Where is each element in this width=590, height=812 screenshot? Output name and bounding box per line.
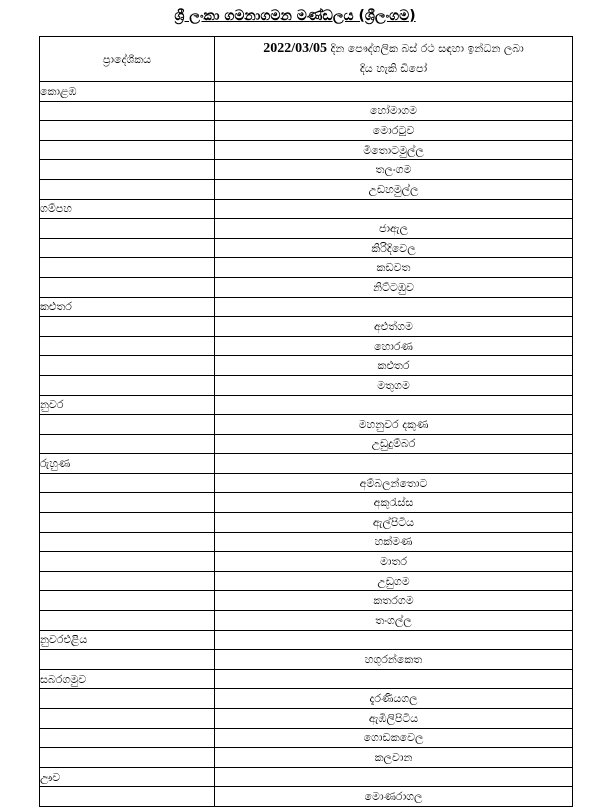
depot-name: උඩුදුම්බර xyxy=(215,434,573,454)
region-name: සබරගමුව xyxy=(40,669,215,689)
empty-cell xyxy=(40,160,215,180)
depot-row xyxy=(40,748,573,768)
depot-row xyxy=(40,101,573,121)
depot-row xyxy=(40,571,573,591)
depot-name: ඇල්පිටිය xyxy=(215,513,573,533)
depot-column-header xyxy=(215,37,573,82)
depot-name: අකුරැස්ස xyxy=(215,493,573,513)
depot-row xyxy=(40,434,573,454)
depot-row xyxy=(40,493,573,513)
empty-cell xyxy=(215,82,573,102)
depot-row xyxy=(40,258,573,278)
depot-row xyxy=(40,277,573,297)
empty-cell xyxy=(40,317,215,337)
depot-name: කළුතර xyxy=(215,356,573,376)
depot-row xyxy=(40,375,573,395)
depot-name: තලංගම xyxy=(215,160,573,180)
empty-cell xyxy=(40,434,215,454)
region-name: කළුතර xyxy=(40,297,215,317)
depot-name: අළුත්ගම xyxy=(215,317,573,337)
empty-cell xyxy=(40,277,215,297)
empty-cell xyxy=(215,669,573,689)
region-name: ගම්පහ xyxy=(40,199,215,219)
depot-row xyxy=(40,532,573,552)
depot-name: කලවාන xyxy=(215,748,573,768)
depot-name: තංගල්ල xyxy=(215,611,573,631)
region-row xyxy=(40,82,573,102)
region-name: ඌව xyxy=(40,767,215,787)
depot-row xyxy=(40,140,573,160)
depot-row xyxy=(40,238,573,258)
empty-cell xyxy=(40,571,215,591)
region-name: කොළඹ xyxy=(40,82,215,102)
depot-name: උඩහමුල්ල xyxy=(215,179,573,199)
depot-row xyxy=(40,552,573,572)
empty-cell xyxy=(40,611,215,631)
depot-name: උඩුගම xyxy=(215,571,573,591)
depot-name: හගුරන්කෙත xyxy=(215,650,573,670)
empty-cell xyxy=(40,140,215,160)
depot-row xyxy=(40,473,573,493)
table-header-row xyxy=(40,37,573,82)
depot-name: කඩවත xyxy=(215,258,573,278)
empty-cell xyxy=(40,375,215,395)
empty-cell xyxy=(40,258,215,278)
depot-row xyxy=(40,728,573,748)
depot-header-line1 xyxy=(215,39,572,59)
empty-cell xyxy=(40,709,215,729)
empty-cell xyxy=(40,513,215,533)
empty-cell xyxy=(40,787,215,807)
header-date: 2022/03/05 xyxy=(263,41,327,56)
empty-cell xyxy=(40,748,215,768)
depot-row xyxy=(40,709,573,729)
empty-cell xyxy=(215,297,573,317)
empty-cell xyxy=(40,493,215,513)
depot-name: මීතොටමුල්ල xyxy=(215,140,573,160)
empty-cell xyxy=(215,454,573,474)
empty-cell xyxy=(40,336,215,356)
empty-cell xyxy=(215,199,573,219)
depot-name: මොණරාගල xyxy=(215,787,573,807)
depot-name: මාතර xyxy=(215,552,573,572)
depot-name: කතරගම xyxy=(215,591,573,611)
empty-cell xyxy=(40,650,215,670)
depot-name: හෝමාගම xyxy=(215,101,573,121)
depot-row xyxy=(40,650,573,670)
depot-name: නිට්ටඹුව xyxy=(215,277,573,297)
depot-name: මතුගම xyxy=(215,375,573,395)
depot-row xyxy=(40,513,573,533)
depot-row xyxy=(40,179,573,199)
region-row xyxy=(40,630,573,650)
region-row xyxy=(40,454,573,474)
depot-row xyxy=(40,160,573,180)
depot-name: කිරිදිවෙල xyxy=(215,238,573,258)
depot-row xyxy=(40,689,573,709)
empty-cell xyxy=(40,415,215,435)
depot-row xyxy=(40,415,573,435)
empty-cell xyxy=(215,767,573,787)
region-header-label: ප්‍රාදේශීකය xyxy=(102,52,152,66)
depot-row xyxy=(40,611,573,631)
depot-name: ජාඇල xyxy=(215,219,573,239)
depot-name: හක්මණ xyxy=(215,532,573,552)
region-row xyxy=(40,199,573,219)
empty-cell xyxy=(40,532,215,552)
depot-name: මොරටුව xyxy=(215,121,573,141)
depot-row xyxy=(40,317,573,337)
depot-table xyxy=(39,36,573,807)
empty-cell xyxy=(215,395,573,415)
depot-name: දැරණියගල xyxy=(215,689,573,709)
empty-cell xyxy=(40,591,215,611)
depot-row xyxy=(40,356,573,376)
empty-cell xyxy=(40,219,215,239)
empty-cell xyxy=(40,552,215,572)
header-line1-text: දින පෞද්ගලික බස් රථ සඳහා ඉන්ධන ලබා xyxy=(326,42,524,55)
depot-name: හොරණ xyxy=(215,336,573,356)
region-column-header xyxy=(40,37,215,82)
empty-cell xyxy=(40,121,215,141)
region-name: රුහුණ xyxy=(40,454,215,474)
depot-row xyxy=(40,219,573,239)
region-row xyxy=(40,767,573,787)
region-row xyxy=(40,395,573,415)
region-row xyxy=(40,669,573,689)
depot-row xyxy=(40,787,573,807)
depot-header-line2: දිය හැකි ඩිපෝ xyxy=(359,62,428,75)
empty-cell xyxy=(40,101,215,121)
empty-cell xyxy=(40,689,215,709)
depot-row xyxy=(40,591,573,611)
depot-row xyxy=(40,336,573,356)
depot-name: මහනුවර දකුණ xyxy=(215,415,573,435)
empty-cell xyxy=(215,630,573,650)
region-name: නුවර xyxy=(40,395,215,415)
table-body xyxy=(40,82,573,807)
region-name: නුවරඑළිය xyxy=(40,630,215,650)
depot-name: ගොඩකවෙල xyxy=(215,728,573,748)
empty-cell xyxy=(40,728,215,748)
depot-name: ඇඹිලිපිටිය xyxy=(215,709,573,729)
depot-row xyxy=(40,121,573,141)
region-row xyxy=(40,297,573,317)
empty-cell xyxy=(40,238,215,258)
document-title: ශ්‍රී ලංකා ගමනාගමන මණ්ඩලය (ශ්‍රීලංගම) xyxy=(174,8,416,24)
empty-cell xyxy=(40,179,215,199)
empty-cell xyxy=(40,473,215,493)
empty-cell xyxy=(40,356,215,376)
depot-name: අම්බලන්තොට xyxy=(215,473,573,493)
